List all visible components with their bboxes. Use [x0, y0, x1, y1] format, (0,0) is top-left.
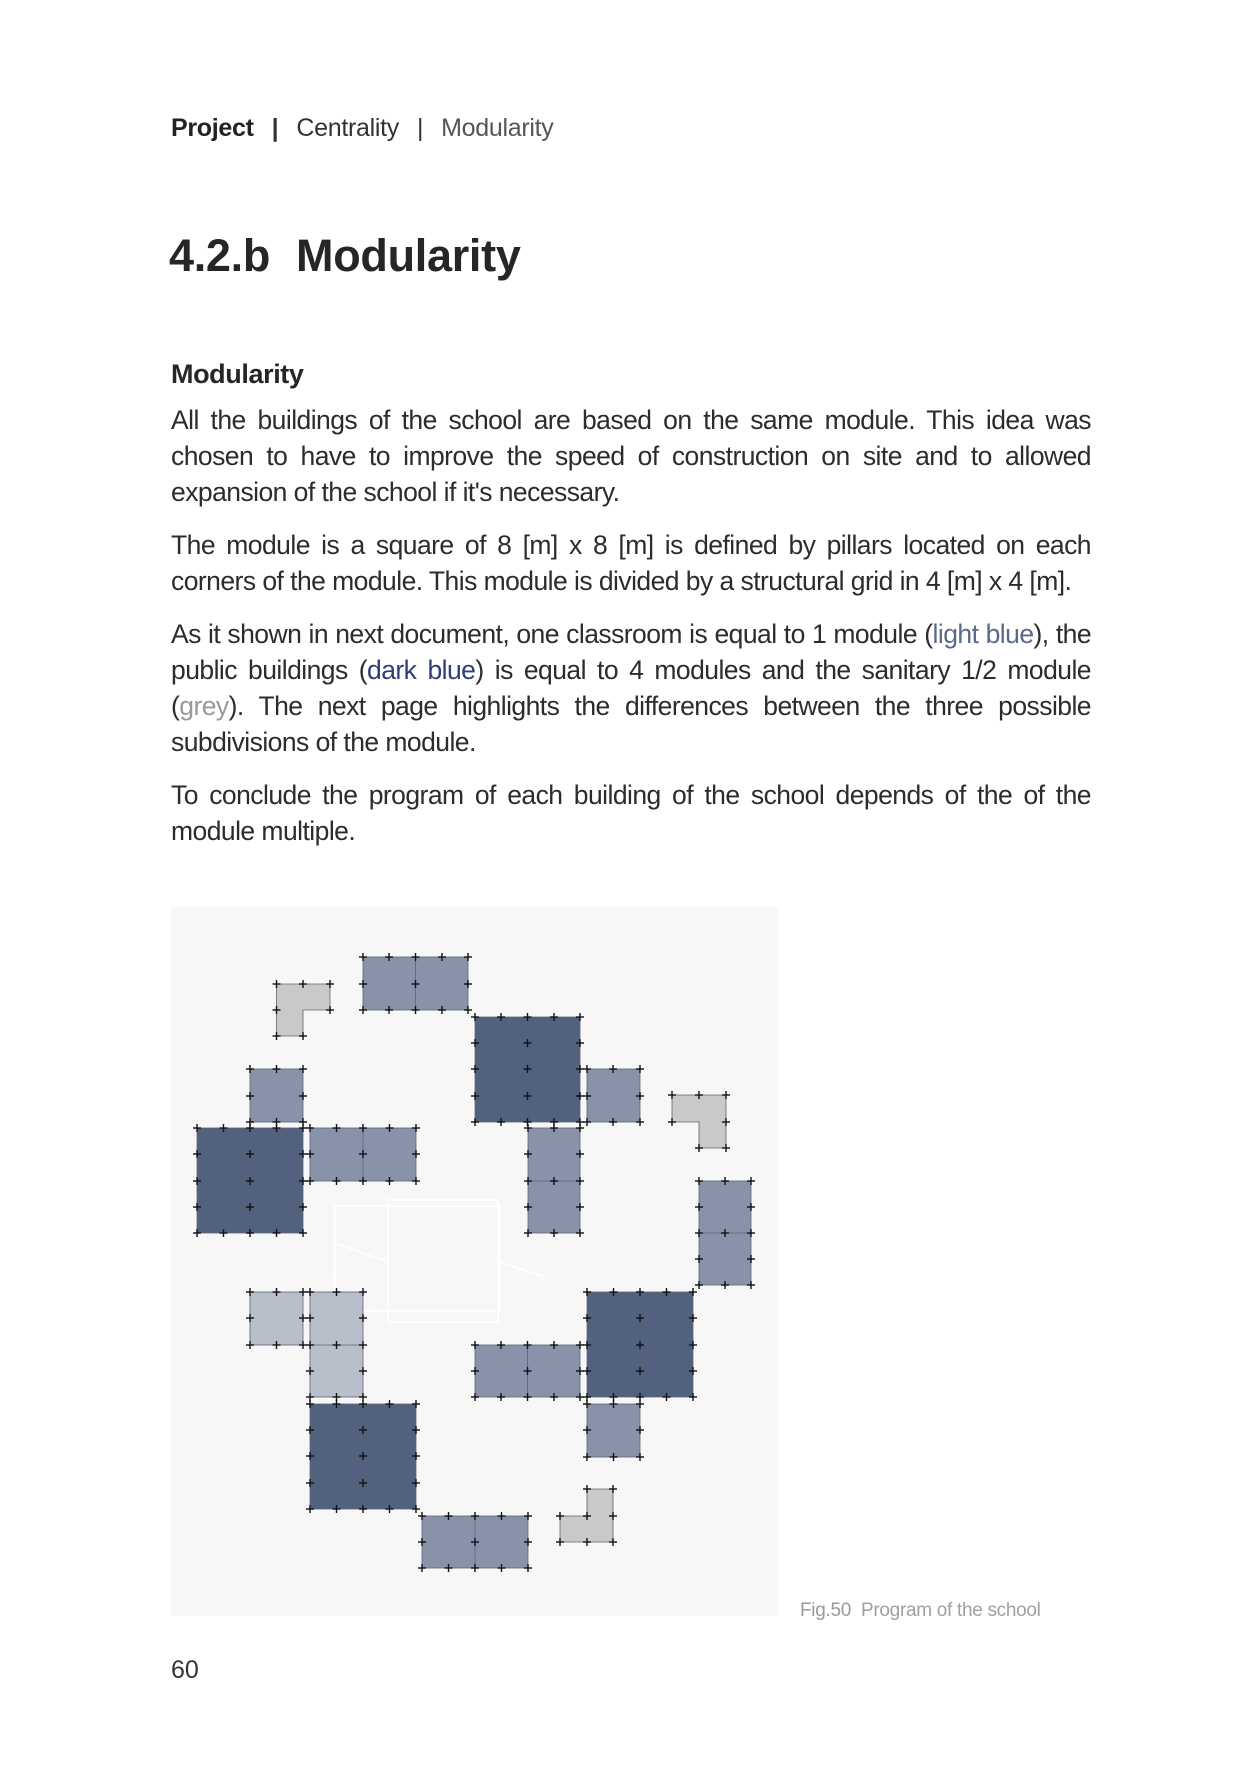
breadcrumb-item-centrality: Centrality [296, 114, 399, 142]
text-run: ) is equal to 4 modules and the sanitary 1/2 module ( [171, 655, 1091, 721]
paragraph-3 [171, 616, 1091, 760]
figure-caption-text: Program of the school [861, 1600, 1041, 1621]
paragraph-4: To conclude the program of each building of the school depends of the of the module multiple. [171, 780, 1091, 846]
figure-caption [800, 1598, 1041, 1624]
breadcrumb [171, 112, 553, 144]
color-term-light-blue: light blue [932, 619, 1034, 649]
central-outline [335, 1200, 545, 1322]
breadcrumb-separator: | [271, 114, 279, 142]
section-number: 4.2.b [169, 230, 271, 281]
classroom-block [250, 1069, 303, 1122]
breadcrumb-item-project: Project [171, 114, 254, 142]
section-title: Modularity [296, 230, 521, 281]
paragraph-2: The module is a square of 8 [m] x 8 [m] is defined by pillars located on each corners of the module. This module is divided by a structural grid in 4 [m] x 4 [m]. [171, 530, 1091, 596]
page-number: 60 [171, 1656, 199, 1684]
figure-school-program [171, 907, 778, 1616]
subheading: Modularity [171, 359, 304, 389]
classroom-block [587, 1069, 640, 1122]
figure-number: Fig.50 [800, 1600, 852, 1621]
text-run: ). The next page highlights the differences between the three possible subdivisions of the module. [171, 691, 1091, 757]
color-term-dark-blue: dark blue [367, 655, 476, 685]
text-run: As it shown in next document, one classroom is equal to 1 module ( [171, 619, 933, 649]
text-run: ), the public buildings ( [171, 619, 1092, 685]
classroom-block [587, 1404, 640, 1457]
sanitary-block [277, 984, 331, 1036]
body-text [171, 356, 1091, 866]
color-term-grey: grey [179, 691, 229, 721]
school-plan-diagram [171, 907, 778, 1616]
breadcrumb-item-modularity: Modularity [441, 114, 554, 142]
sanitary-block [672, 1095, 726, 1148]
page-title [169, 228, 521, 284]
classroom-block [250, 1292, 303, 1345]
breadcrumb-separator: | [416, 114, 424, 142]
paragraph-1: All the buildings of the school are based on the same module. This idea was chosen to have to improve the speed of construction on site and to allowed expansion of the school if it's necessary. [171, 405, 1091, 507]
pillar-markers [193, 953, 755, 1572]
